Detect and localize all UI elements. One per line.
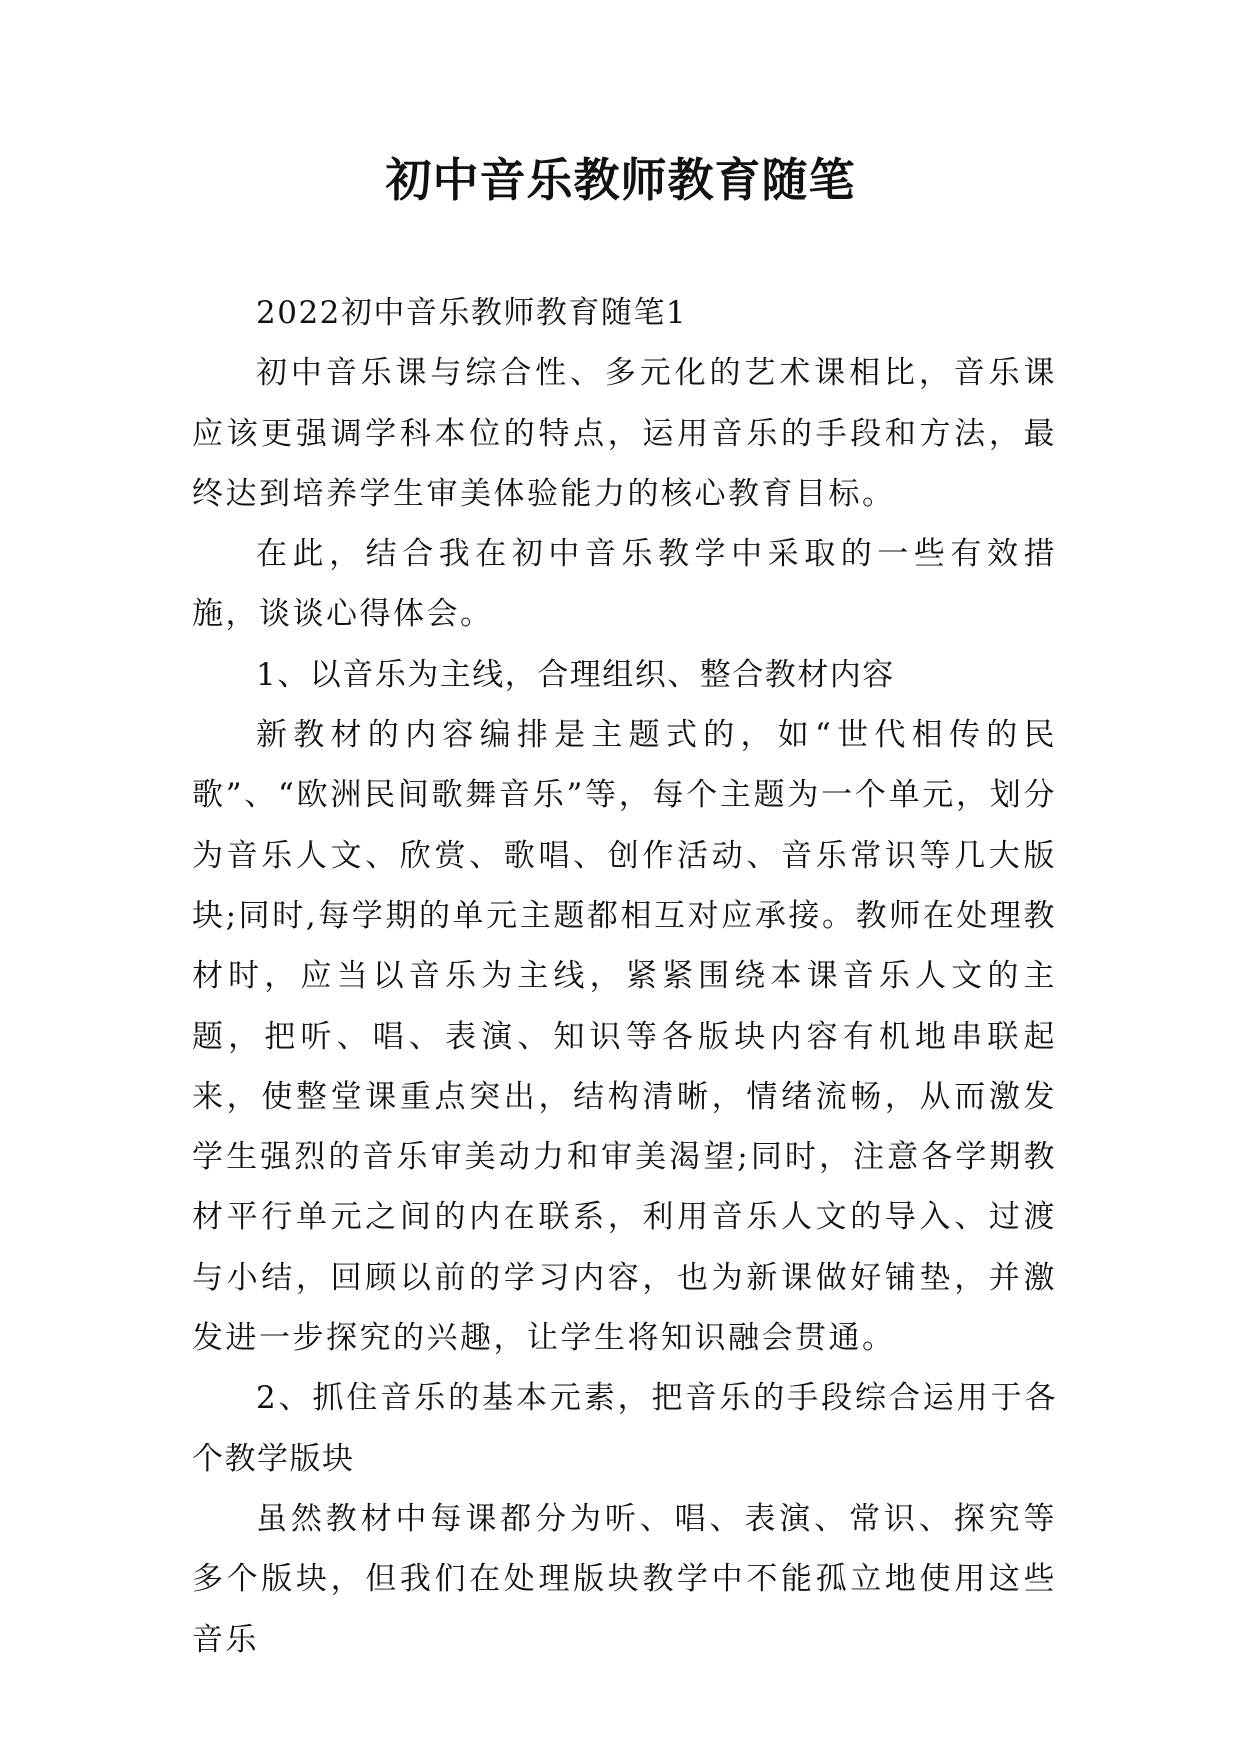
essay-heading: 2022初中音乐教师教育随笔1: [256, 295, 688, 331]
paragraph-intro: 初中音乐课与综合性、多元化的艺术课相比，音乐课应该更强调学科本位的特点，运用音乐的手段和方法，最终达到培养学生审美体验能力的核心教育目标。: [192, 355, 1057, 512]
section-heading-2: 2、抓住音乐的基本元素，把音乐的手段综合运用于各个教学版块: [192, 1380, 1057, 1477]
paragraph-section-2: 虽然教材中每课都分为听、唱、表演、常识、探究等多个版块，但我们在处理版块教学中不能孤立地使用这些音乐: [192, 1500, 1057, 1658]
document-title: 初中音乐教师教育随笔: [385, 153, 856, 207]
paragraph-context: 在此，结合我在初中音乐教学中采取的一些有效措施，谈谈心得体会。: [192, 536, 1057, 633]
document-body: [192, 283, 1057, 1670]
paragraph-section-1: 新教材的内容编排是主题式的，如“世代相传的民歌”、“欧洲民间歌舞音乐”等，每个主题为一个单元，划分为音乐人文、欣赏、歌唱、创作活动、音乐常识等几大版块;同时,每学期的单元主题都相互对应承接。教师在处理教材时，应当以音乐为主线，紧紧围绕本课音乐人文的主题，把听、唱、表演、知识等各版块内容有机地串联起来，使整堂课重点突出，结构清晰，情绪流畅，从而激发学生强烈的音乐审美动力和审美渴望;同时，注意各学期教材平行单元之间的内在联系，利用音乐人文的导入、过渡与小结，回顾以前的学习内容，也为新课做好铺垫，并激发进一步探究的兴趣，让学生将知识融会贯通。: [192, 717, 1057, 1357]
section-heading-1: 1、以音乐为主线，合理组织、整合教材内容: [256, 656, 895, 693]
